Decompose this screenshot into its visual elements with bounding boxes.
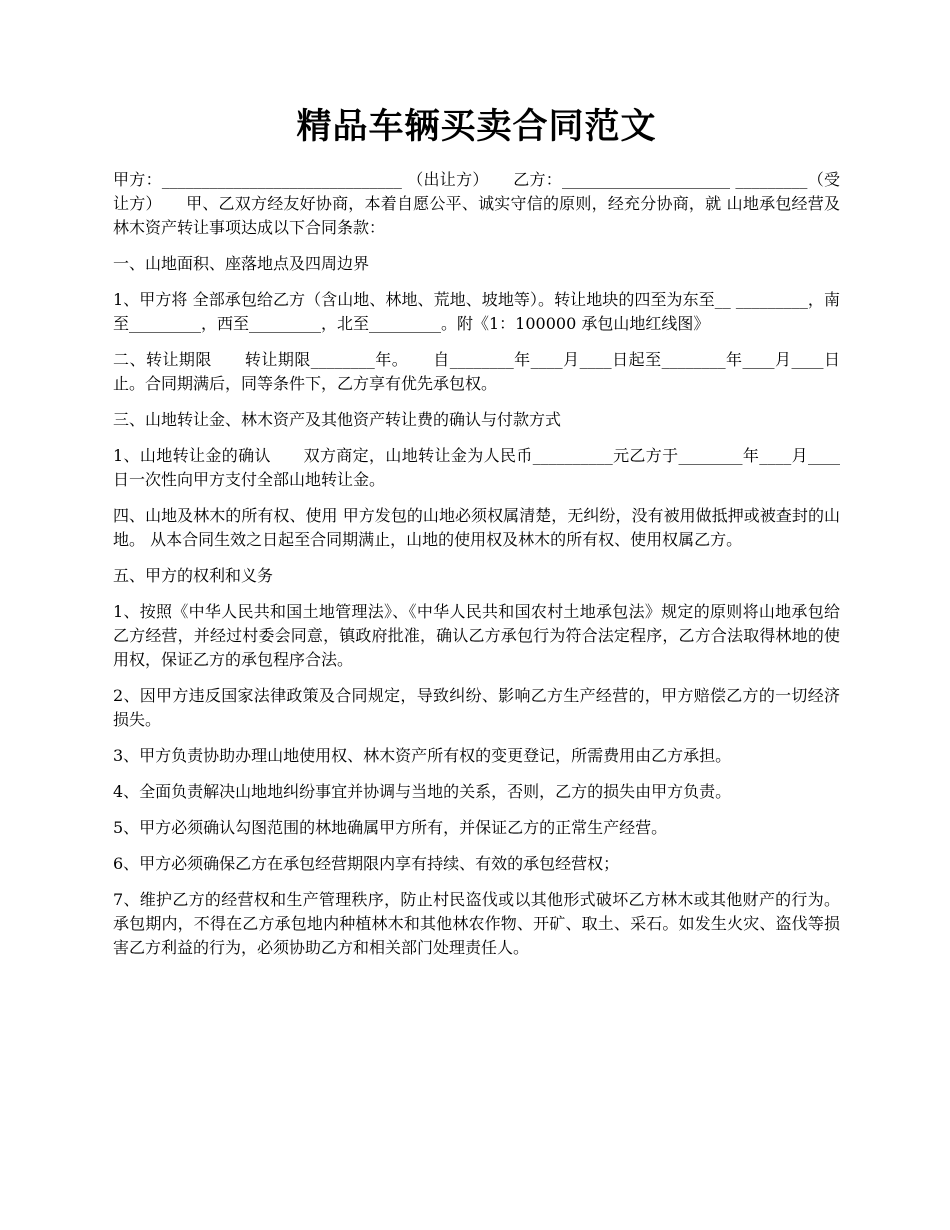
paragraph-parties: 甲方：______________________________ （出让方） 乙方：_____________________ _________（受让方） 甲、乙双方经友好协商，本着自愿公平、诚实守信的原则，经充分协商，就 山地承包经营及林木资产转让事项达成以下合同条款： (113, 170, 840, 237)
section-heading-area: 一、山地面积、座落地点及四周边界 (113, 254, 370, 273)
section-heading-term: 二、转让期限 转让期限________年。 自________年____月____日起至________年____月____日止。合同期满后，同等条件下，乙方享有优先承包权。 (113, 350, 840, 393)
clause-item: 7、维护乙方的经营权和生产管理秩序，防止村民盗伐或以其他形式破坏乙方林木或其他财产的行为。承包期内，不得在乙方承包地内种植林木和其他林农作物、开矿、取土、采石。如发生火灾、盗伐等损害乙方利益的行为，必须协助乙方和相关部门处理责任人。 (113, 890, 840, 957)
paragraph-boundaries: 1、甲方将 全部承包给乙方（含山地、林地、荒地、坡地等）。转让地块的四至为东至__ _________，南至_________，西至_________，北至_________。附《1：100000 承包山地红线图》 (113, 290, 840, 333)
paragraph-transfer-fee: 1、山地转让金的确认 双方商定，山地转让金为人民币__________元乙方于________年____月____日一次性向甲方支付全部山地转让金。 (113, 446, 840, 489)
clause-item: 6、甲方必须确保乙方在承包经营期限内享有持续、有效的承包经营权； (113, 854, 620, 873)
section-heading-party-a-rights: 五、甲方的权利和义务 (113, 566, 274, 585)
clause-item: 2、因甲方违反国家法律政策及合同规定，导致纠纷、影响乙方生产经营的，甲方赔偿乙方的一切经济损失。 (113, 686, 840, 729)
clause-item: 5、甲方必须确认勾图范围的林地确属甲方所有，并保证乙方的正常生产经营。 (113, 818, 668, 837)
clause-item: 1、按照《中华人民共和国土地管理法》、《中华人民共和国农村土地承包法》规定的原则将山地承包给乙方经营，并经过村委会同意，镇政府批准，确认乙方承包行为符合法定程序，乙方合法取得林地的使用权，保证乙方的承包程序合法。 (113, 602, 840, 669)
document-title: 精品车辆买卖合同范文 (296, 106, 657, 147)
clause-item: 4、全面负责解决山地地纠纷事宜并协调与当地的关系，否则，乙方的损失由甲方负责。 (113, 782, 732, 801)
section-heading-ownership: 四、山地及林木的所有权、使用 甲方发包的山地必须权属清楚，无纠纷，没有被用做抵押或被查封的山地。 从本合同生效之日起至合同期满止，山地的使用权及林木的所有权、使用权属乙方。 (113, 506, 840, 549)
section-heading-payment: 三、山地转让金、林木资产及其他资产转让费的确认与付款方式 (113, 410, 562, 429)
clause-item: 3、甲方负责协助办理山地使用权、林木资产所有权的变更登记，所需费用由乙方承担。 (113, 746, 732, 765)
